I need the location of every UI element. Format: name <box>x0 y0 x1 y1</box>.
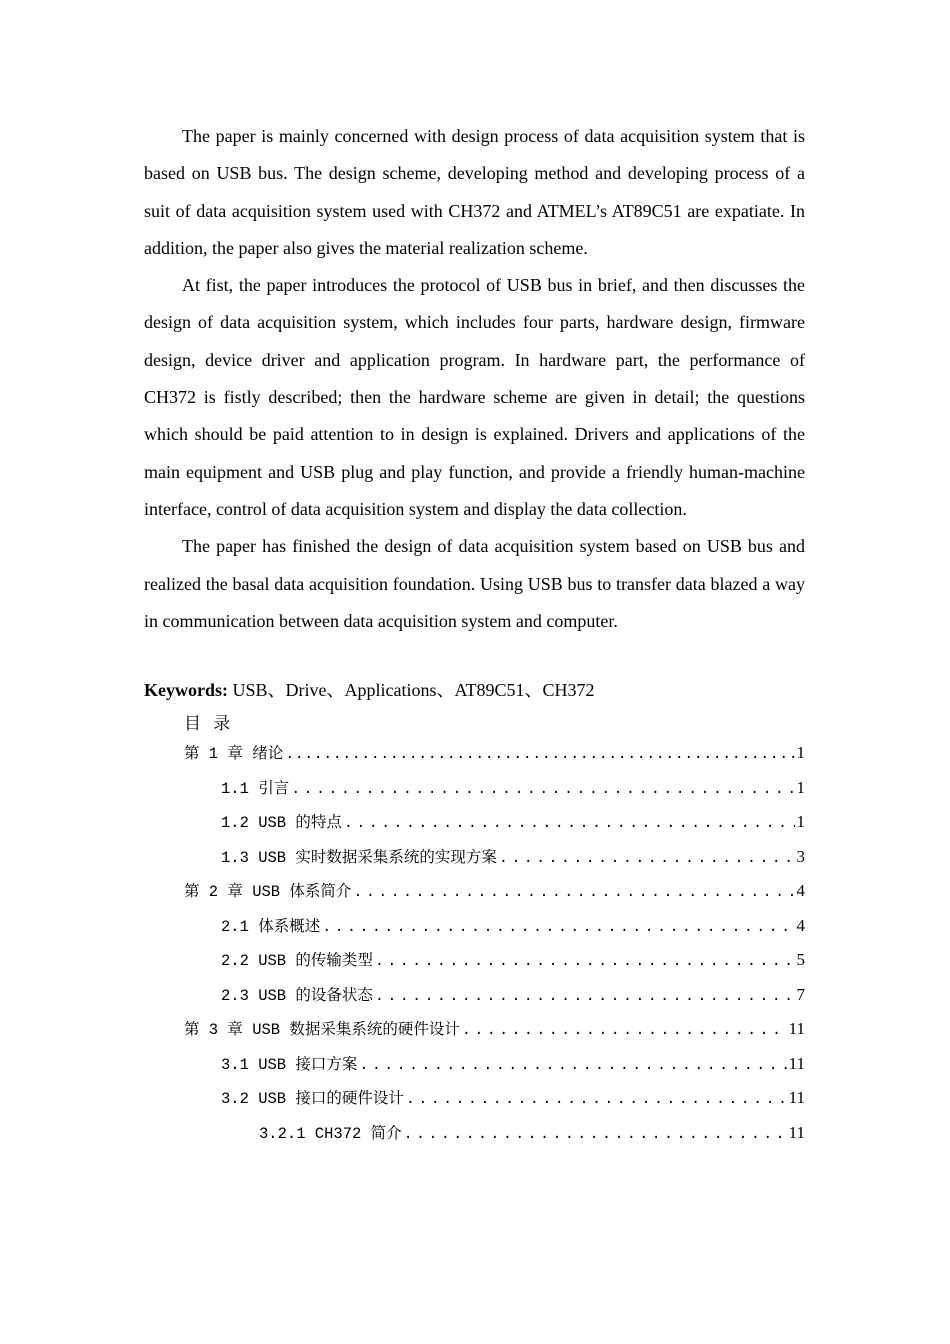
toc-entry-text: 3.2 USB 接口的硬件设计 <box>221 1090 404 1109</box>
toc-leader-dots <box>406 1091 787 1108</box>
table-of-contents <box>144 741 805 1155</box>
toc-entry-1-3[interactable] <box>221 845 805 880</box>
toc-entry-3-2-1[interactable] <box>259 1121 805 1156</box>
toc-entry-text: 1.1 引言 <box>221 779 290 798</box>
toc-entry-text: 1.2 USB 的特点 <box>221 814 342 833</box>
toc-page-number: 11 <box>788 1088 805 1108</box>
toc-entry-text: 3.1 USB 接口方案 <box>221 1055 358 1074</box>
toc-entry-chapter-1[interactable] <box>184 741 805 776</box>
toc-entry-chapter-2[interactable] <box>184 879 805 914</box>
toc-leader-dots <box>359 1057 786 1074</box>
toc-entry-chapter-3[interactable] <box>184 1017 805 1052</box>
keywords-label: Keywords: <box>144 680 228 701</box>
toc-entry-text: 2.3 USB 的设备状态 <box>221 986 373 1005</box>
toc-entry-3-2[interactable] <box>221 1086 805 1121</box>
document-page <box>144 118 805 1155</box>
toc-entry-text: 第 1 章 绪论 <box>184 745 284 764</box>
toc-entry-2-3[interactable] <box>221 983 805 1018</box>
toc-entry-2-2[interactable] <box>221 948 805 983</box>
toc-leader-dots <box>499 850 795 867</box>
toc-leader-dots <box>353 884 794 901</box>
toc-entry-text: 第 2 章 USB 体系简介 <box>184 883 352 902</box>
toc-leader-dots <box>322 919 794 936</box>
toc-entry-1-1[interactable] <box>221 776 805 811</box>
toc-leader-dots <box>375 988 795 1005</box>
toc-entry-text: 1.3 USB 实时数据采集系统的实现方案 <box>221 848 497 867</box>
toc-leader-dots <box>291 781 794 798</box>
toc-page-number: 4 <box>796 881 805 901</box>
toc-page-number: 11 <box>788 1122 805 1142</box>
toc-page-number: 1 <box>796 812 805 832</box>
toc-title: 目 录 <box>184 714 235 734</box>
keywords-text: USB、Drive、Applications、AT89C51、CH372 <box>228 680 595 701</box>
abstract-paragraph-1: The paper is mainly concerned with design process of data acquisition system that is based on USB bus. The design scheme, developing method and developing process of a suit of data acquisition system used with CH372 and ATMEL’s AT89C51 are expatiate. In addition, the paper also gives the material realization scheme. <box>144 126 805 258</box>
toc-leader-dots <box>285 746 794 763</box>
toc-leader-dots <box>462 1022 787 1039</box>
toc-page-number: 5 <box>796 950 805 970</box>
abstract-paragraph-2: At fist, the paper introduces the protocol of USB bus in brief, and then discusses the design of data acquisition system, which includes four parts, hardware design, firmware design, device driver and application program. In hardware part, the performance of CH372 is fistly described; then the hardware scheme are given in detail; the questions which should be paid attention to in design is explained. Drivers and applications of the main equipment and USB plug and play function, and provide a friendly human-machine interface, control of data acquisition system and display the data collection. <box>144 275 805 519</box>
toc-entry-2-1[interactable] <box>221 914 805 949</box>
toc-entry-text: 2.2 USB 的传输类型 <box>221 952 373 971</box>
toc-page-number: 4 <box>796 915 805 935</box>
toc-entry-text: 3.2.1 CH372 简介 <box>259 1124 402 1143</box>
toc-entry-3-1[interactable] <box>221 1052 805 1087</box>
toc-entry-text: 第 3 章 USB 数据采集系统的硬件设计 <box>184 1021 460 1040</box>
toc-page-number: 3 <box>796 846 805 866</box>
abstract-paragraph-3: The paper has finished the design of data acquisition system based on USB bus and realized the basal data acquisition foundation. Using USB bus to transfer data blazed a way in communication between data acquisition system and computer. <box>144 536 805 631</box>
toc-leader-dots <box>344 815 795 832</box>
toc-page-number: 11 <box>788 1019 805 1039</box>
toc-entry-text: 2.1 体系概述 <box>221 917 321 936</box>
abstract-section <box>144 118 805 640</box>
keywords-line <box>144 673 805 707</box>
toc-leader-dots <box>375 953 795 970</box>
toc-entry-1-2[interactable] <box>221 810 805 845</box>
toc-page-number: 1 <box>796 777 805 797</box>
toc-page-number: 7 <box>796 984 805 1004</box>
toc-page-number: 11 <box>788 1053 805 1073</box>
toc-page-number: 1 <box>796 743 805 763</box>
toc-leader-dots <box>404 1126 787 1143</box>
